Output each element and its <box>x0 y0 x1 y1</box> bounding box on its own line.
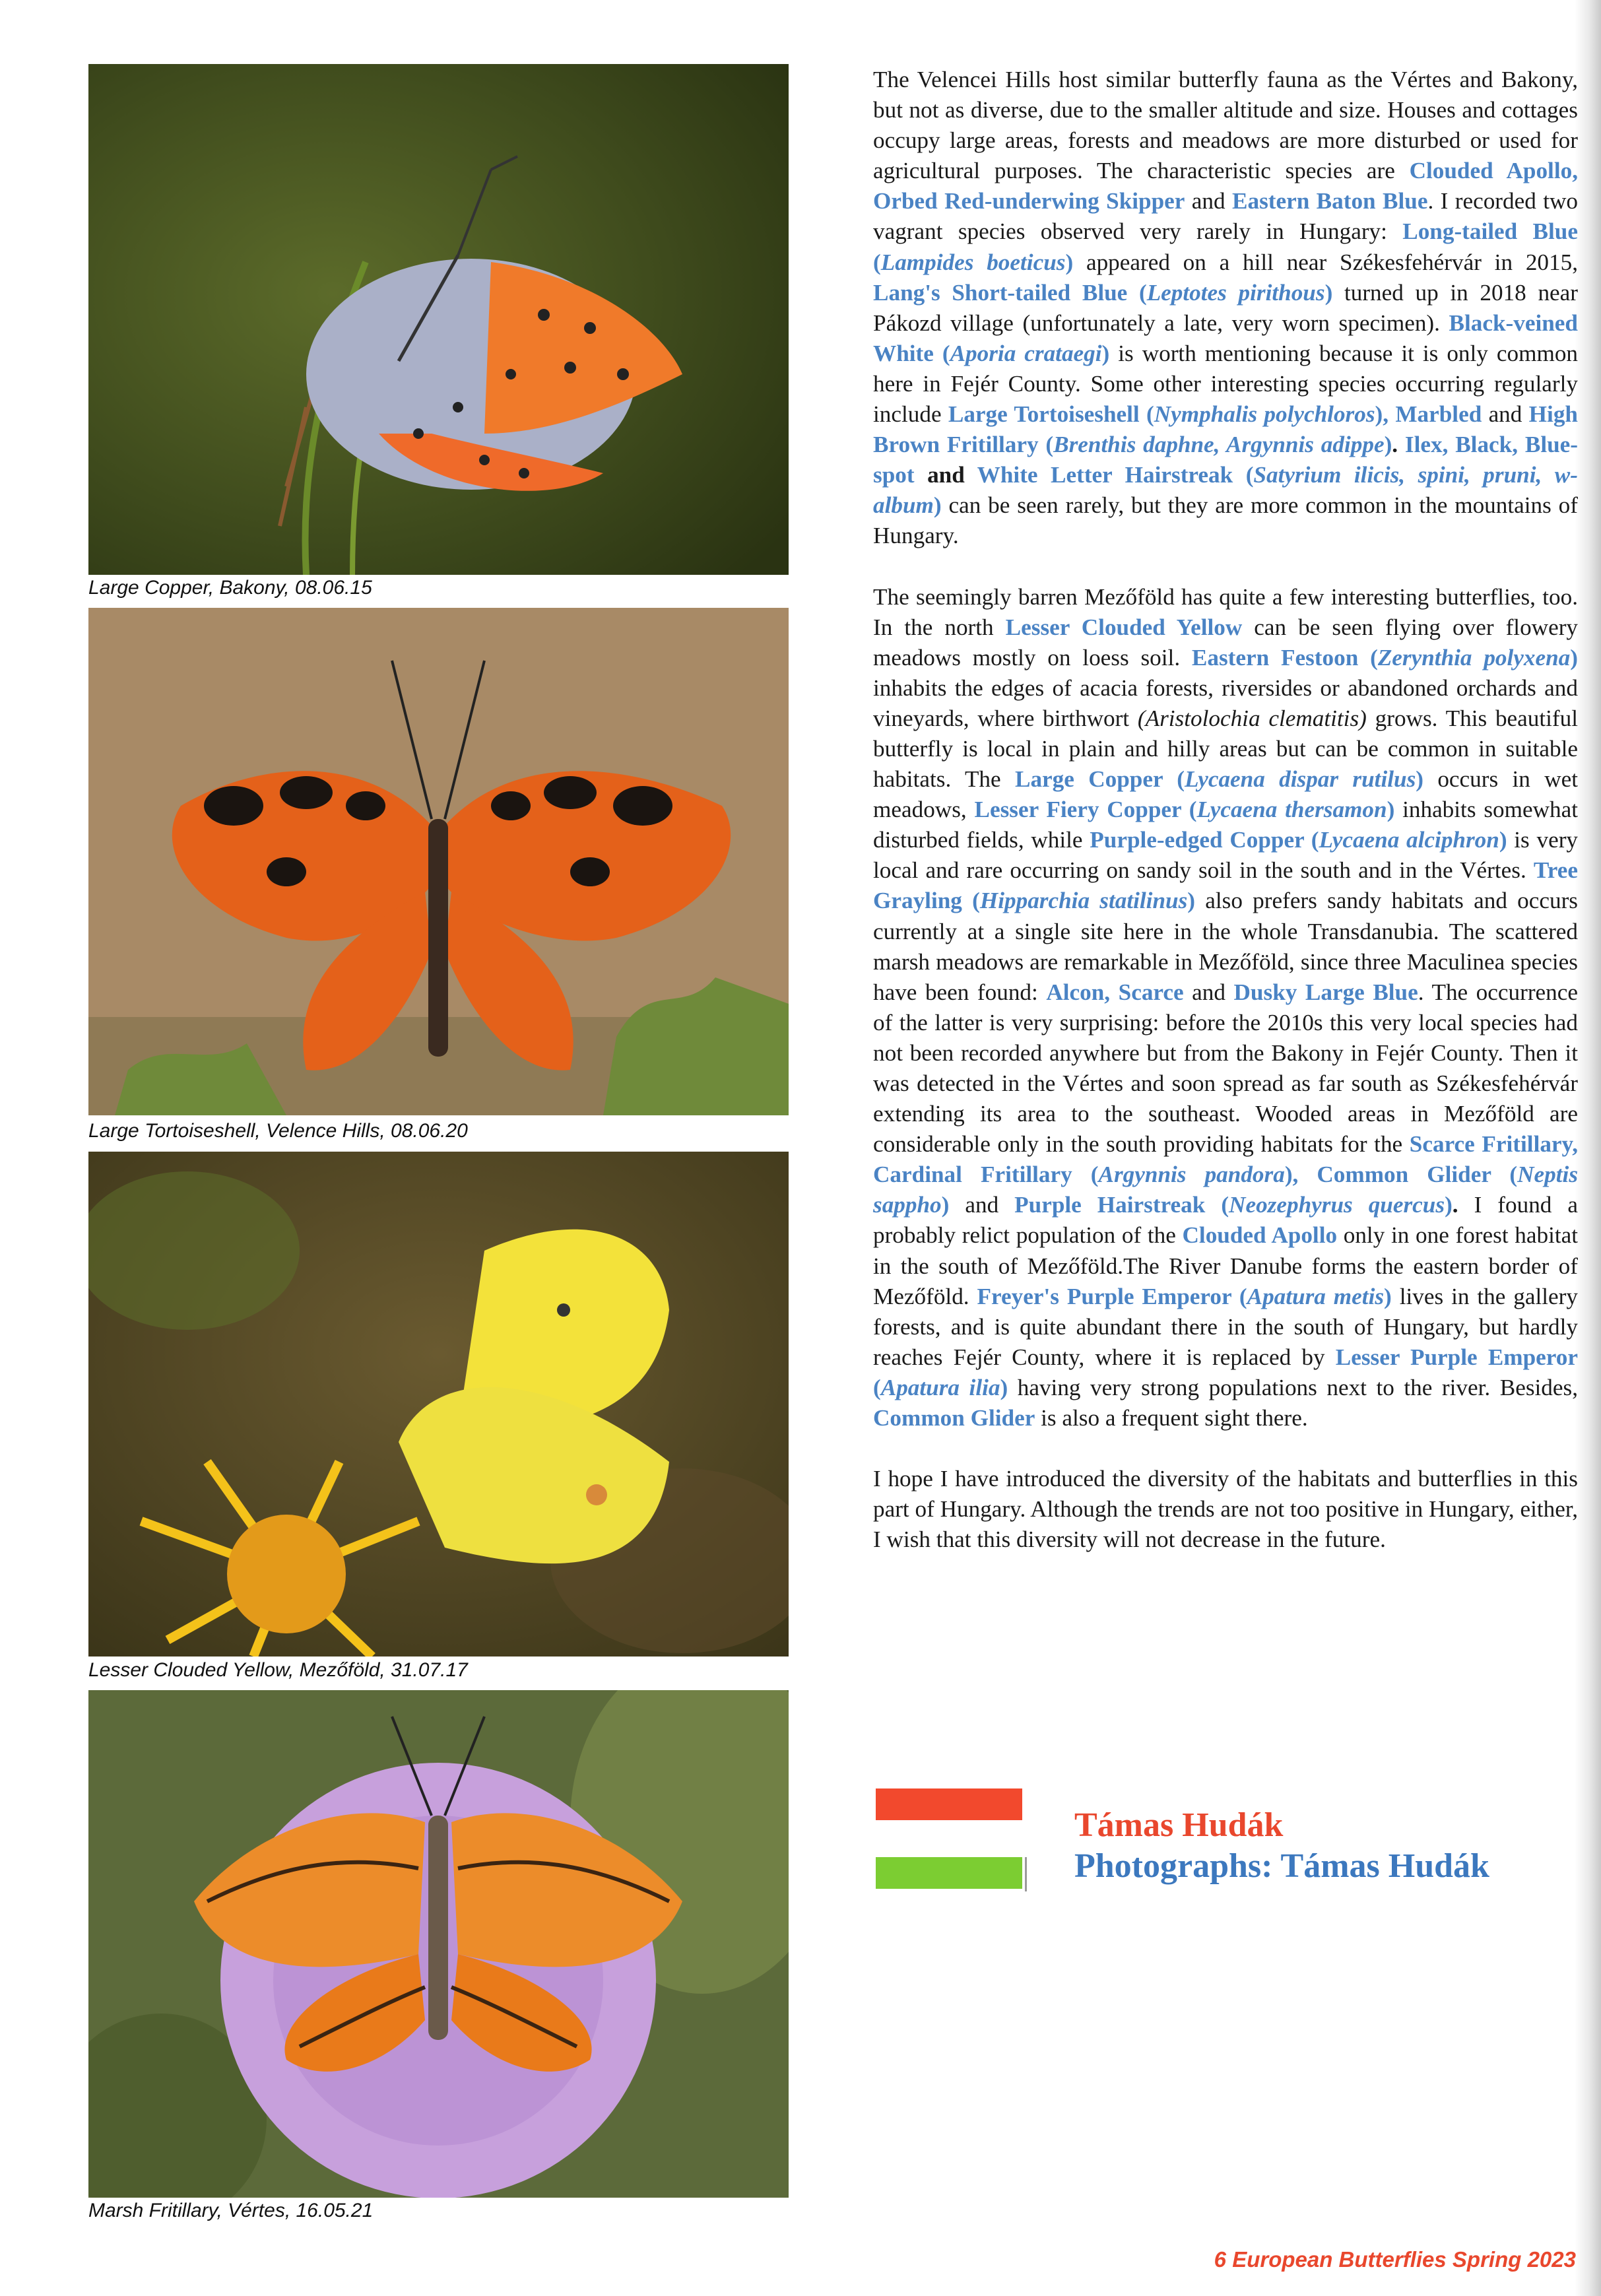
photo-caption: Lesser Clouded Yellow, Mezőföld, 31.07.17 <box>88 1659 468 1681</box>
species-name: Zerynthia polyxena <box>1377 644 1571 671</box>
flag-green-stripe <box>876 1857 1022 1889</box>
species-name: Long-tailed Blue ( <box>873 218 1578 275</box>
text-run: . I recorded two vagrant species observed very rarely in Hungary: <box>873 188 1578 245</box>
species-name: Large Tortoiseshell ( <box>948 401 1154 428</box>
photographs-credit: Photographs: Támas Hudák <box>1074 1847 1489 1885</box>
species-name: Eastern Baton Blue <box>1232 188 1428 214</box>
large-copper-image <box>88 64 789 575</box>
species-name: White Letter Hairstreak ( <box>977 462 1254 488</box>
species-name: Purple Hairstreak ( <box>1014 1192 1229 1218</box>
text-run: . The occurrence of the latter is very surprising: before the 2010s this very local species had not been recorded anywhere but from the Bakony in Fejér County. Then it was detected in the Vértes and soon spread as far south as Székesfehérvár extending its area to the southeast. Wooded areas in Mezőföld are considerable only in the south providing habitats for the <box>873 979 1578 1158</box>
text-run: inhabits the edges of acacia forests, riversides or abandoned orchards and vineyards, where birthwort <box>873 674 1578 731</box>
text-run: The Velencei Hills host similar butterfly fauna as the Vértes and Bakony, but not as diverse, due to the smaller altitude and size. Houses and cottages occupy large areas, forests and meadows are more disturbed or used for agricultural purposes. The characteristic species are <box>873 67 1578 184</box>
species-name: Clouded Apollo, Orbed Red-underwing Skipper <box>873 158 1578 214</box>
species-name: ) <box>1499 827 1507 853</box>
species-name: Lesser Clouded Yellow <box>1005 614 1243 640</box>
species-name: Aporia crataegi <box>950 340 1102 366</box>
species-name: . <box>1392 432 1405 458</box>
species-name: Ilex, Black, Blue-spot <box>873 432 1579 488</box>
article-paragraph-3 <box>873 1464 1578 1555</box>
lesser-clouded-yellow-image <box>88 1152 789 1656</box>
article-paragraph-2 <box>873 582 1578 1434</box>
text-run: I found a probably relict population of the <box>873 1192 1578 1249</box>
species-name: Lesser Fiery Copper ( <box>974 797 1197 823</box>
species-name: ) <box>1416 766 1423 793</box>
species-name: ), Common Glider ( <box>1284 1162 1518 1188</box>
text-run: and <box>1183 979 1234 1005</box>
text-run: can be seen rarely, but they are more common in the mountains of Hungary. <box>873 492 1578 549</box>
species-name: Lampides boeticus <box>880 249 1066 275</box>
species-name: ), Marbled <box>1375 401 1482 428</box>
species-name: Satyrium ilicis, spini, pruni, w-album <box>873 462 1578 519</box>
text-run: appeared on a hill near Székesfehérvár in 2015, <box>1073 249 1578 275</box>
species-name: ) <box>1384 1283 1392 1309</box>
species-name: Large Copper ( <box>1014 766 1185 793</box>
hungarian-flag-icon <box>876 1788 1026 1897</box>
text-run: can be seen flying over flowery meadows mostly on loess soil. <box>873 614 1579 671</box>
species-name: and <box>914 462 977 488</box>
photo-large-tortoiseshell <box>88 608 789 1115</box>
text-run: The seemingly barren Mezőföld has quite a few interesting butterflies, too. In the north <box>873 583 1578 640</box>
article-text <box>873 65 1578 1585</box>
species-name: ) <box>1187 888 1195 914</box>
species-name: Black-veined White ( <box>873 310 1578 366</box>
text-run: and <box>1185 188 1233 214</box>
species-name: ) <box>1101 340 1110 366</box>
photo-marsh-fritillary <box>88 1690 789 2198</box>
species-name: Leptotes pirithous <box>1146 279 1325 306</box>
species-name: Lesser Purple Emperor ( <box>873 1344 1578 1400</box>
species-name: Purple-edged Copper ( <box>1090 827 1319 853</box>
species-name: Lang's Short-tailed Blue ( <box>873 279 1147 306</box>
species-name: (Aristolochia clematitis) <box>1137 705 1367 731</box>
large-tortoiseshell-image <box>88 608 789 1115</box>
species-name: Neptis sappho <box>873 1162 1579 1218</box>
species-name: Tree Grayling ( <box>873 857 1578 914</box>
species-name: Argynnis pandora <box>1098 1162 1285 1188</box>
species-name: ) <box>1000 1374 1008 1400</box>
species-name: ) <box>1384 432 1392 458</box>
species-name: Eastern Festoon ( <box>1191 644 1378 671</box>
text-run: I hope I have introduced the diversity of the habitats and butterflies in this part of Hungary. Although the trends are not too positive in Hungary, either, I wish that this diversity will not decrease in the future. <box>873 1466 1578 1553</box>
photo-lesser-clouded-yellow <box>88 1152 789 1656</box>
species-name: ) <box>1570 644 1578 671</box>
text-run: and <box>949 1192 1015 1218</box>
species-name: Dusky Large Blue <box>1233 979 1418 1005</box>
text-run: is also a frequent sight there. <box>1035 1405 1308 1431</box>
species-name: Apatura ilia <box>880 1374 1000 1400</box>
author-name: Támas Hudák <box>1074 1806 1284 1844</box>
species-name: Brenthis daphne, Argynnis adippe <box>1053 432 1385 458</box>
species-name: ) <box>1324 279 1333 306</box>
species-name: Neozephyrus quercus <box>1229 1192 1445 1218</box>
species-name: Common Glider <box>873 1405 1035 1431</box>
text-run: turned up in 2018 near Pákozd village (unfortunately a late, very worn specimen). <box>873 279 1578 336</box>
photo-caption: Large Tortoiseshell, Velence Hills, 08.06.20 <box>88 1120 468 1142</box>
text-run: and <box>1482 401 1529 428</box>
species-name: Lycaena thersamon <box>1196 797 1387 823</box>
text-run: only in one forest habitat in the south of Mezőföld.The River Danube forms the eastern border of Mezőföld. <box>873 1222 1579 1309</box>
text-run: having very strong populations next to the river. Besides, <box>1008 1374 1578 1400</box>
text-run: lives in the gallery forests, and is quite abundant there in the south of Hungary, but hardly reaches Fejér County, where it is replaced by <box>873 1283 1578 1370</box>
species-name: Hipparchia statilinus <box>979 888 1188 914</box>
species-name: ) <box>933 492 942 519</box>
page-footer: 6 European Butterflies Spring 2023 <box>1214 2247 1576 2272</box>
photo-caption: Marsh Fritillary, Vértes, 16.05.21 <box>88 2200 374 2221</box>
photo-large-copper <box>88 64 789 575</box>
species-name: Clouded Apollo <box>1182 1222 1338 1249</box>
species-name: Lycaena alciphron <box>1319 827 1499 853</box>
species-name: Lycaena dispar rutilus <box>1185 766 1416 793</box>
species-name: ) <box>1445 1192 1453 1218</box>
text-run: is worth mentioning because it is only common here in Fejér County. Some other interesting species occurring regularly include <box>873 340 1579 428</box>
species-name: ) <box>1387 797 1395 823</box>
text-run: grows. This beautiful butterfly is local in plain and hilly areas but can be common in suitable habitats. The <box>873 705 1579 793</box>
text-run: also prefers sandy habitats and occurs currently at a single site here in the whole Transdanubia. The scattered marsh meadows are remarkable in Mezőföld, since three Maculinea species have been found: <box>873 888 1578 1005</box>
text-run: occurs in wet meadows, <box>873 766 1579 823</box>
species-name: Apatura metis <box>1247 1283 1385 1309</box>
text-run: inhabits somewhat disturbed fields, while <box>873 797 1578 853</box>
flag-red-stripe <box>876 1788 1022 1820</box>
species-name: Scarce Fritillary, Cardinal Fritillary ( <box>873 1131 1579 1188</box>
species-name: High Brown Fritillary ( <box>873 401 1578 458</box>
article-paragraph-1 <box>873 65 1578 552</box>
species-name: Alcon, Scarce <box>1046 979 1184 1005</box>
author-credit <box>1074 1805 1489 1887</box>
species-name: Freyer's Purple Emperor ( <box>977 1283 1247 1309</box>
flag-pole <box>1025 1857 1027 1891</box>
text-run: is very local and rare occurring on sandy soil in the south and in the Vértes. <box>873 827 1579 884</box>
species-name: ) <box>941 1192 950 1218</box>
page-edge-shadow <box>1575 0 1601 2296</box>
species-name: . <box>1452 1192 1458 1218</box>
species-name: Nymphalis polychloros <box>1154 401 1375 428</box>
photo-caption: Large Copper, Bakony, 08.06.15 <box>88 577 372 599</box>
species-name: ) <box>1065 249 1074 275</box>
marsh-fritillary-image <box>88 1690 789 2198</box>
